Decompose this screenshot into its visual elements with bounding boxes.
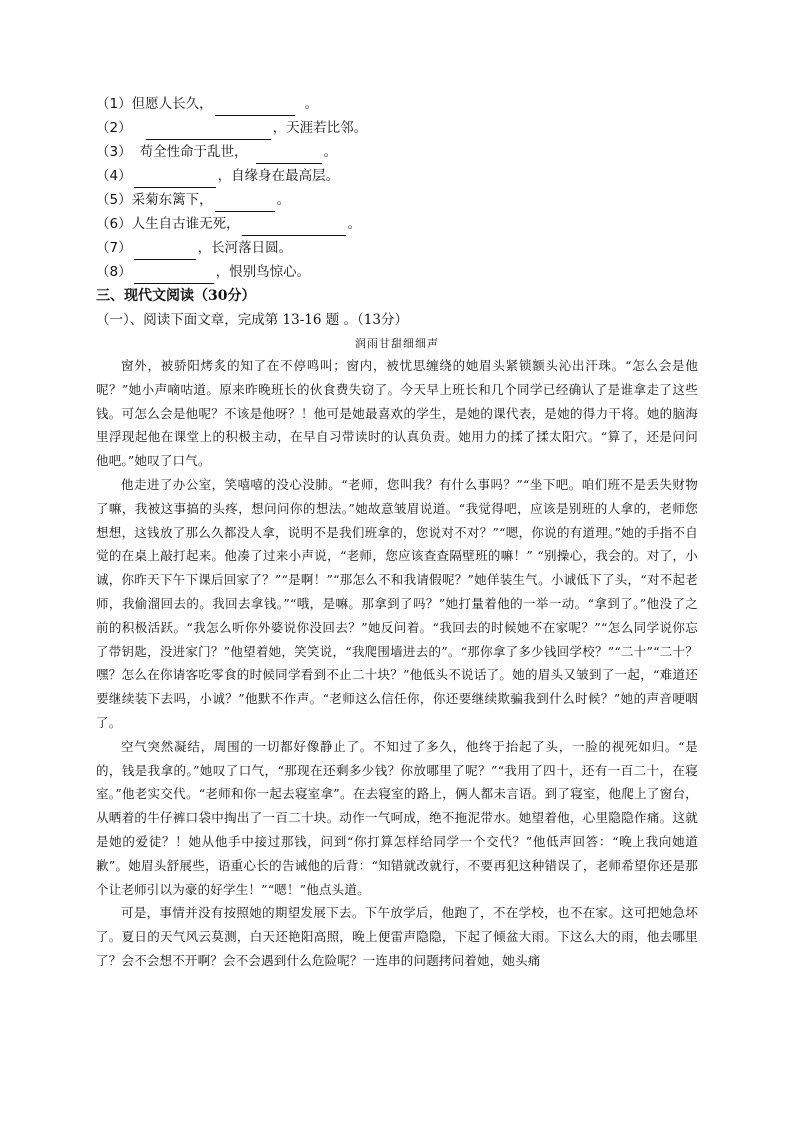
fill-in-item-4 <box>96 164 698 188</box>
item-number: （3） <box>96 144 132 160</box>
fill-in-item-3 <box>96 140 698 164</box>
item-number: （5） <box>96 192 132 208</box>
article-body <box>96 354 698 973</box>
fill-in-item-2 <box>96 116 698 140</box>
article-title: 润雨甘甜细细声 <box>355 337 439 350</box>
item-text-after: ，恨别鸟惊心。 <box>215 264 311 280</box>
fill-in-item-5 <box>96 188 698 212</box>
fill-in-item-1 <box>96 92 698 116</box>
item-text-before: 苟全性命于乱世， <box>139 144 248 160</box>
item-number: （2） <box>96 120 132 136</box>
answer-blank[interactable] <box>215 100 295 116</box>
article-paragraph-4: 可是，事情并没有按照她的期望发展下去。下午放学后，他跑了，不在学校，也不在家。这可把她急坏了。夏日的天气风云莫测，白天还艳阳高照，晚上便雷声隐隐，下起了倾盆大雨。下这么大的雨，他去哪里了？会不会想不开啊？会不会遇到什么危险呢？一连串的问题拷问着她，她头痛 <box>96 905 698 968</box>
item-text-after: 。 <box>304 96 319 112</box>
reading-instruction: （一）、阅读下面文章，完成第 13-16 题 。（13分） <box>96 312 408 328</box>
answer-blank[interactable] <box>242 220 346 236</box>
item-text-before: 但愿人长久， <box>131 96 213 112</box>
fill-in-list <box>96 92 698 284</box>
article-paragraph-2: 他走进了办公室，笑嘻嘻的没心没肺。“老师，您叫我？有什么事吗？”“坐下吧。咱们班不是丢失财物了嘛，我被这事搞的头疼，想问问你的想法。”她故意皱眉说道。“我觉得吧，应该是别班的人拿的，老师您想想，这钱放了那么久都没人拿，说明不是我们班拿的，您说对不对？”“嗯，你说的有道理。”她的手指不自觉的在桌上敲打起来。他凑了过来小声说，“老师，您应该查查隔壁班的嘛！” “别操心，我会的。对了，小诚，你昨天下午下课后回家了？”“是啊！”“那怎么不和我请假呢？”她佯装生气。小诚低下了头，“对不起老师，我偷溜回去的。我回去拿钱。”“哦，是嘛。那拿到了吗？”她打量着他的一举一动。“拿到了。”他没了之前的积极活跃。“我怎么听你外婆说你没回去？”她反问着。“我回去的时候她不在家呢？”“怎么同学说你忘了带钥匙，没进家门？”他望着她，笑笑说，“我爬围墙进去的”。“那你拿了多少钱回学校？”“二十”“二十？嘿？怎么在你请客吃零食的时候同学看到不止二十块？”他低头不说话了。她的眉头又皱到了一起，“难道还要继续装下去吗，小诚？”他默不作声。“老师这么信任你，你还要继续欺骗我到什么时候？”她的声音哽咽了。 <box>96 476 698 730</box>
item-number: （4） <box>96 168 132 184</box>
answer-blank[interactable] <box>215 196 275 212</box>
answer-blank[interactable] <box>256 148 322 164</box>
fill-in-item-8 <box>96 260 698 284</box>
answer-blank[interactable] <box>134 172 216 188</box>
answer-blank[interactable] <box>134 244 196 260</box>
item-number: （8） <box>96 264 132 280</box>
article-paragraph-1: 窗外，被骄阳烤炙的知了在不停鸣叫；窗内，被忧思缠绕的她眉头紧锁额头沁出汗珠。“怎么会是他呢？”她小声嘀咕道。原来昨晚班长的伙食费失窃了。今天早上班长和几个同学已经确认了是谁拿走了这些钱。可怎么会是他呢？不该是他呀？！他可是她最喜欢的学生，是她的课代表，是她的得力干将。她的脑海里浮现起他在课堂上的积极主动，在早自习带读时的认真负责。她用力的揉了揉太阳穴。“算了，还是问问他吧。”她叹了口气。 <box>96 358 698 469</box>
answer-blank[interactable] <box>134 268 214 284</box>
article-paragraph-3: 空气突然凝结，周围的一切都好像静止了。不知过了多久，他终于抬起了头，一脸的视死如归。“是的，钱是我拿的。”她叹了口气，“那现在还剩多少钱？你放哪里了呢？”“我用了四十，还有一百二十，在寝室。”他老实交代。“老师和你一起去寝室拿”。在去寝室的路上，俩人都未言语。到了寝室，他爬上了窗台，从晒着的牛仔裤口袋中掏出了一百二十块。动作一气呵成，绝不拖泥带水。她望着他，心里隐隐作痛。这就是她的爱徒？！她从他手中接过那钱，问到“你打算怎样给同学一个交代？”他低声回答：“晚上我向她道歉”。她眉头舒展些，语重心长的告诫他的后背：“知错就改就行，不要再犯这种错误了，老师希望你还是那个让老师引以为豪的好学生！”“嗯！”他点头道。 <box>96 738 698 897</box>
item-number: （7） <box>96 240 132 256</box>
item-text-after: ，长河落日圆。 <box>197 240 293 256</box>
item-text-after: 。 <box>347 216 362 232</box>
item-number: （1） <box>96 96 132 112</box>
item-number: （6） <box>96 216 132 232</box>
item-text-after: 。 <box>323 144 338 160</box>
item-text-after: ，自缘身在最高层。 <box>217 168 340 184</box>
item-text-after: ，天涯若比邻。 <box>272 120 368 136</box>
item-text-before: 采菊东篱下， <box>131 192 213 208</box>
section-heading: 三、现代文阅读（30分） <box>96 288 256 304</box>
fill-in-item-7 <box>96 236 698 260</box>
answer-blank[interactable] <box>146 124 271 140</box>
fill-in-item-6 <box>96 212 698 236</box>
item-text-after: 。 <box>276 192 291 208</box>
exam-page <box>96 92 698 973</box>
item-text-before: 人生自古谁无死， <box>131 216 240 232</box>
